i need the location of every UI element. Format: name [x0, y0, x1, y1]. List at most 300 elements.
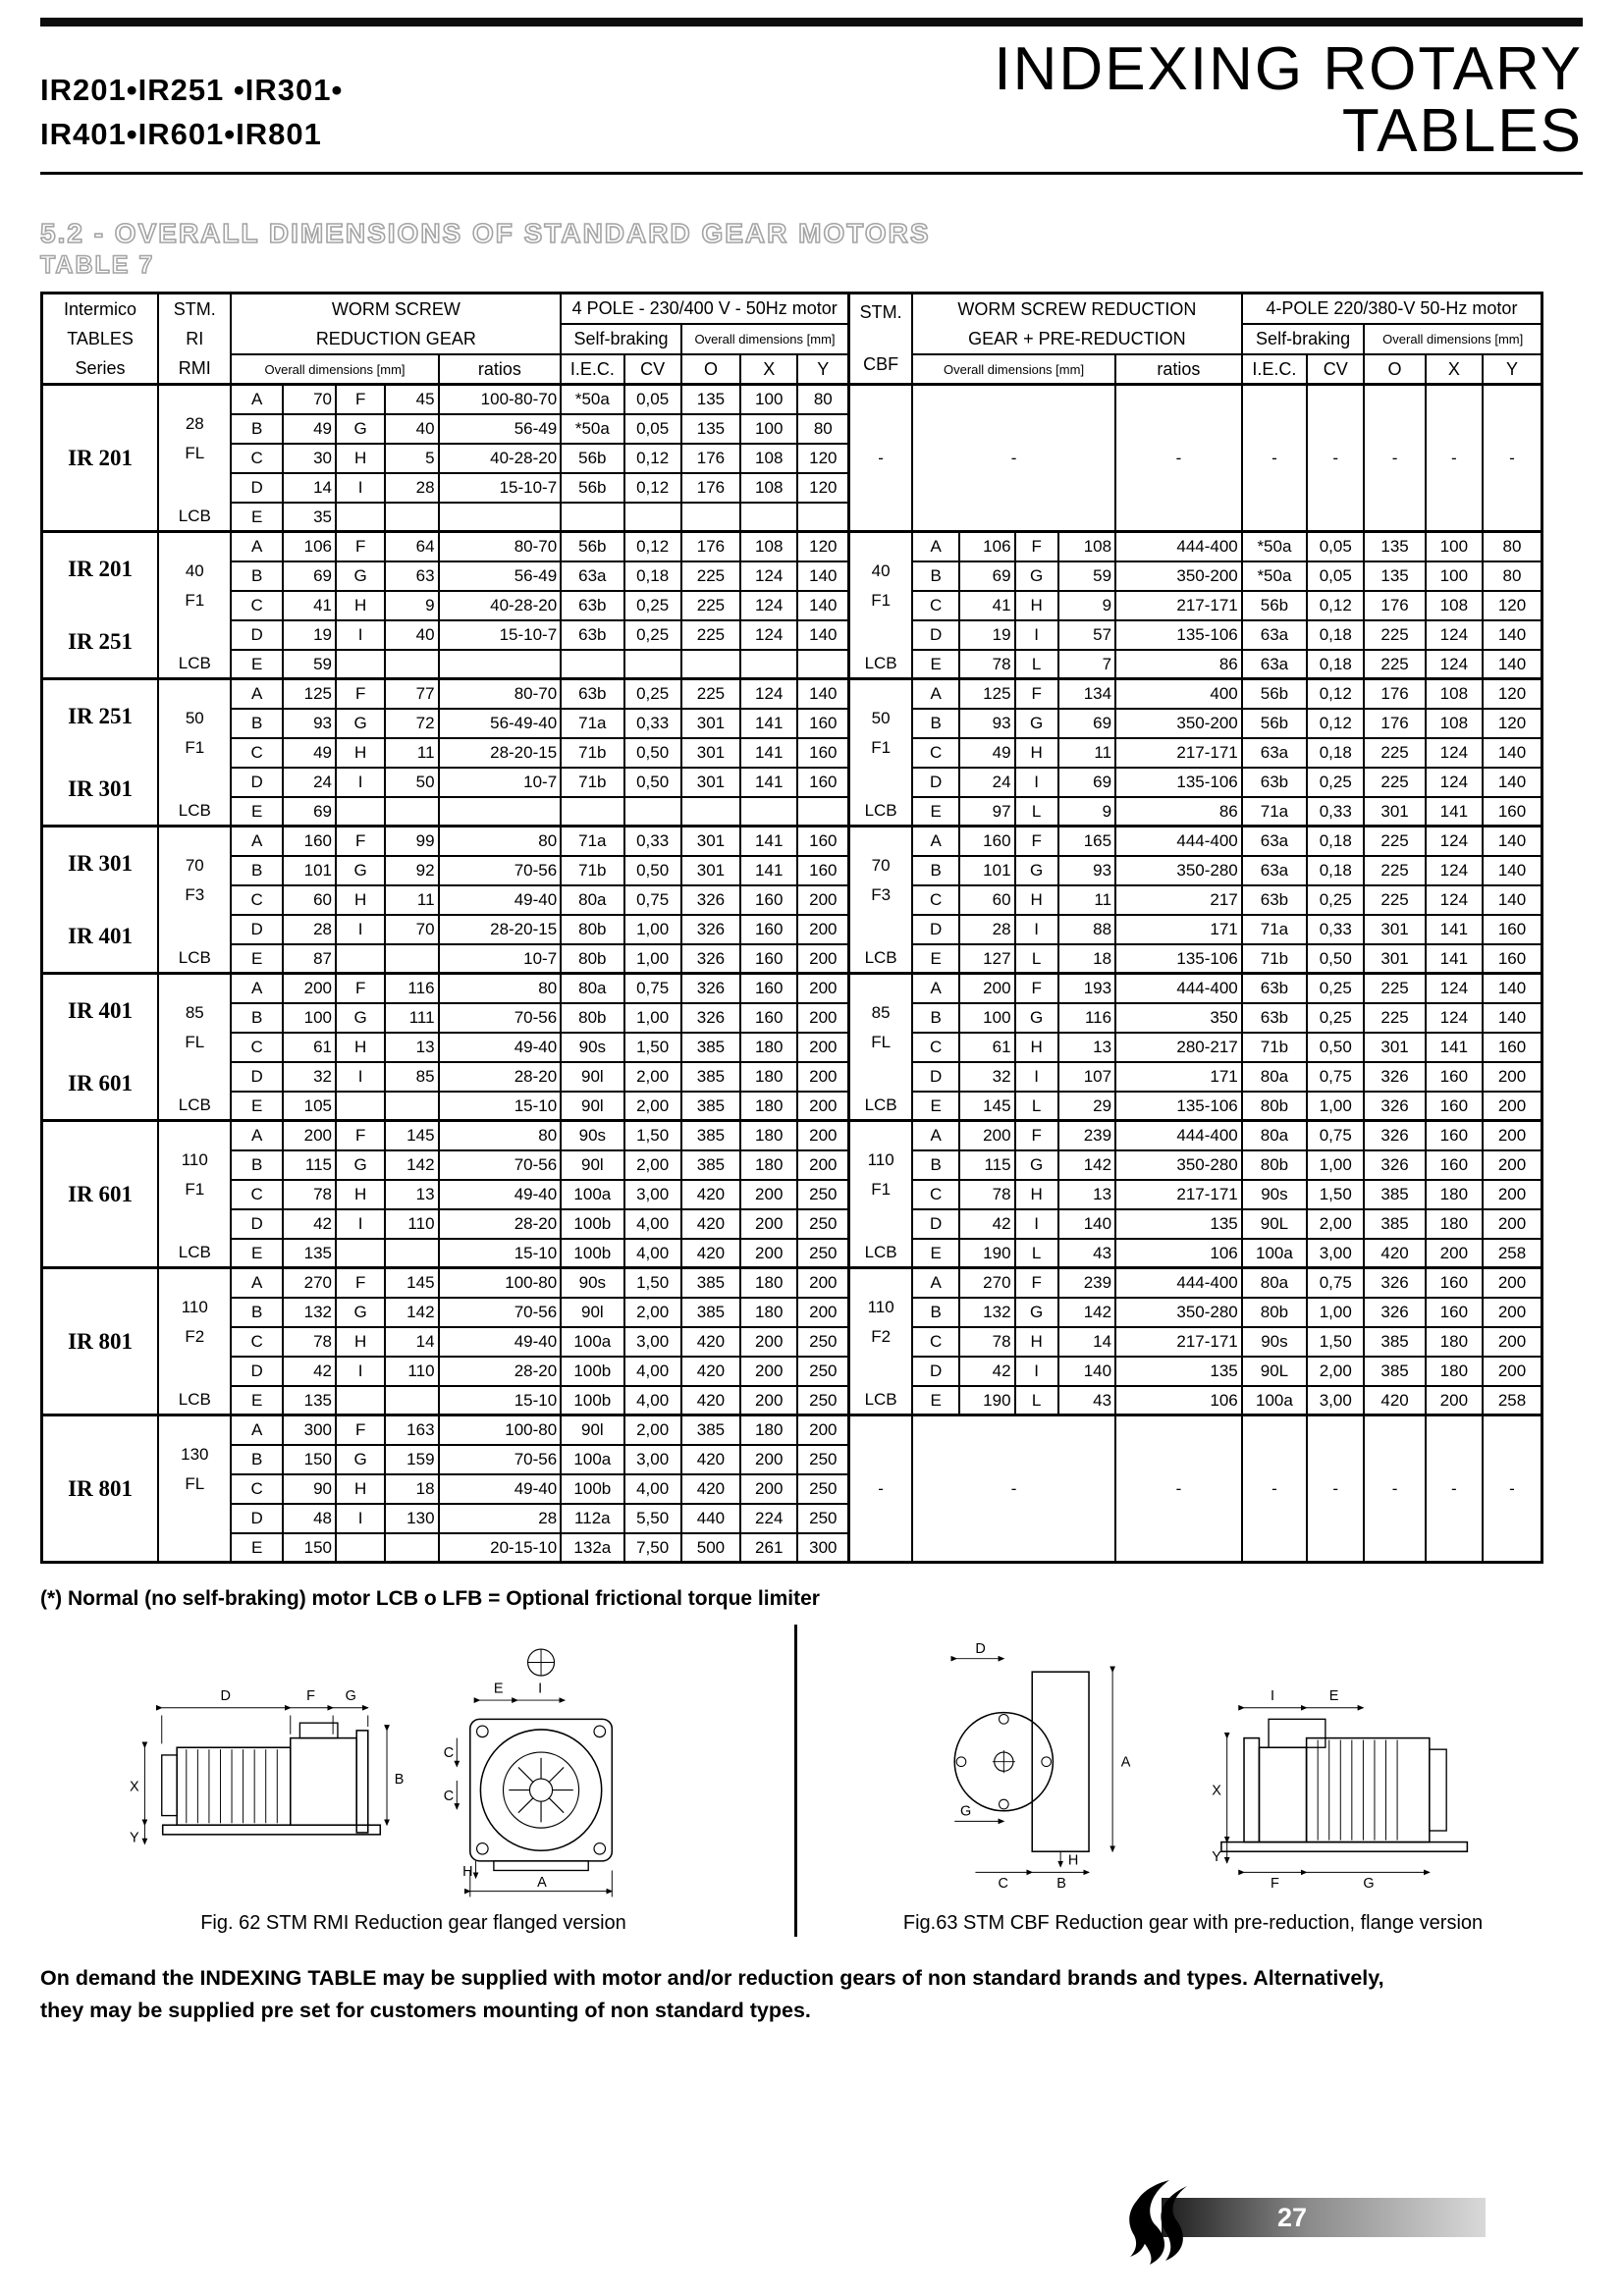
table-cell: 90L: [1242, 1209, 1307, 1239]
table-cell: 160: [797, 856, 848, 885]
header-cbf-l1: STM.: [859, 302, 902, 323]
table-cell: 7,50: [624, 1533, 681, 1563]
table-cell: 135-106: [1115, 1092, 1242, 1121]
table-cell: 32: [283, 1062, 336, 1092]
table-cell: E: [231, 797, 282, 827]
table-cell: 180: [740, 1298, 797, 1327]
table-cell: 56b: [561, 444, 623, 473]
table-cell: [797, 650, 848, 679]
table-cell: 140: [797, 561, 848, 591]
fig63-dim-label: E: [1328, 1688, 1339, 1705]
table-cell: 0,12: [624, 473, 681, 503]
series-name: IR 301: [68, 775, 133, 801]
table-cell: B: [231, 561, 282, 591]
worm-screw-l1: WORM SCREW: [331, 298, 460, 319]
cbf-cell-line: 70: [871, 856, 891, 876]
table-cell: 115: [283, 1150, 336, 1180]
series-labels: [43, 533, 157, 677]
table-cell: 385: [681, 1150, 740, 1180]
table-cell: 180: [740, 1092, 797, 1121]
table-cell: 28: [959, 915, 1014, 944]
fig62-dim-label: H: [462, 1864, 473, 1881]
table-cell: 69: [283, 561, 336, 591]
table-cell: F: [336, 532, 385, 561]
table-cell: 106: [1115, 1386, 1242, 1415]
table-cell: 120: [797, 473, 848, 503]
table-cell: 135-106: [1115, 620, 1242, 650]
table-cell: 42: [959, 1357, 1014, 1386]
table-cell: 10-7: [439, 944, 562, 974]
table-cell: 100b: [561, 1386, 623, 1415]
table-cell: B: [231, 1445, 282, 1474]
table-cell: 142: [385, 1298, 438, 1327]
table-cell: 225: [1364, 827, 1425, 856]
table-cell: 326: [1364, 1062, 1425, 1092]
series-labels: [43, 1122, 157, 1266]
dash-cell: -: [1307, 385, 1364, 532]
table-cell: 120: [1483, 591, 1542, 620]
rmi-cell-line: 70: [185, 856, 204, 876]
table-cell: H: [336, 1033, 385, 1062]
table-row: [42, 1150, 1542, 1180]
footnote: (*) Normal (no self-braking) motor LCB o LFB = Optional frictional torque limiter: [40, 1587, 820, 1611]
table-cell: 385: [1364, 1180, 1425, 1209]
table-cell: 250: [797, 1327, 848, 1357]
table-cell: 63: [385, 561, 438, 591]
table-cell: H: [336, 738, 385, 768]
table-row: [42, 709, 1542, 738]
table-cell: 160: [740, 974, 797, 1003]
table-cell: 200: [740, 1180, 797, 1209]
table-cell: 63b: [1242, 1003, 1307, 1033]
table-cell: 180: [1426, 1180, 1483, 1209]
fig62-drawing: [40, 1625, 786, 1908]
table-cell: C: [231, 738, 282, 768]
table-cell: E: [912, 1239, 959, 1268]
table-cell: 124: [1426, 974, 1483, 1003]
header-rmi-l1: STM.: [173, 298, 216, 319]
table-cell: G: [336, 1003, 385, 1033]
table-cell: 90l: [561, 1062, 623, 1092]
table-cell: 225: [681, 679, 740, 709]
table-cell: 326: [681, 944, 740, 974]
dash-cell: -: [1483, 385, 1542, 532]
o-header-right: O: [1364, 354, 1425, 385]
table-cell: D: [231, 1209, 282, 1239]
table-cell: 225: [681, 591, 740, 620]
table-cell: 200: [1483, 1180, 1542, 1209]
table-cell: 0,75: [624, 974, 681, 1003]
rmi-cell-lcb-label: LCB: [178, 948, 211, 968]
table-cell: 250: [797, 1386, 848, 1415]
worm-reduction-l2: GEAR + PRE-REDUCTION: [968, 328, 1186, 348]
table-cell: 90L: [1242, 1357, 1307, 1386]
table-cell: 80b: [561, 915, 623, 944]
table-cell: A: [231, 385, 282, 414]
table-cell: 56b: [1242, 591, 1307, 620]
table-cell: 59: [283, 650, 336, 679]
table-cell: 41: [959, 591, 1014, 620]
table-row: [42, 561, 1542, 591]
table-cell: 99: [385, 827, 438, 856]
fig63-box: [805, 1625, 1581, 1937]
header-row-3: [42, 354, 1542, 385]
table-cell: E: [912, 1386, 959, 1415]
table-cell: 60: [283, 885, 336, 915]
table-cell: 180: [740, 1121, 797, 1150]
table-cell: 301: [1364, 915, 1425, 944]
table-cell: 2,00: [1307, 1357, 1364, 1386]
table-row: [42, 1357, 1542, 1386]
table-cell: 108: [740, 473, 797, 503]
table-cell: 420: [681, 1327, 740, 1357]
table-cell: 0,18: [624, 561, 681, 591]
table-cell: 150: [283, 1533, 336, 1563]
table-cell: 1,00: [1307, 1150, 1364, 1180]
table-cell: 78: [283, 1180, 336, 1209]
table-cell: B: [912, 1150, 959, 1180]
table-cell: 106: [283, 532, 336, 561]
table-cell: 160: [797, 768, 848, 797]
dash-cell: -: [1426, 385, 1483, 532]
bottom-paragraph-line-2: they may be supplied pre set for customers mounting of non standard types.: [40, 1998, 811, 2022]
table-cell: I: [1015, 915, 1058, 944]
table-cell: 13: [1058, 1180, 1115, 1209]
table-cell: 141: [740, 768, 797, 797]
table-cell: 124: [740, 591, 797, 620]
rmi-cell-line: F1: [185, 738, 205, 758]
table-cell: 160: [283, 827, 336, 856]
table-cell: B: [912, 856, 959, 885]
table-cell: 100-80: [439, 1415, 562, 1445]
table-cell: 180: [1426, 1327, 1483, 1357]
table-cell: 420: [681, 1180, 740, 1209]
table-cell: 13: [385, 1180, 438, 1209]
table-cell: F: [336, 1415, 385, 1445]
table-cell: 13: [385, 1033, 438, 1062]
series-name: IR 601: [68, 1181, 133, 1206]
rmi-cell-lcb-label: LCB: [178, 1390, 211, 1410]
series-name: IR 801: [68, 1475, 133, 1501]
series-labels: [43, 1269, 157, 1414]
fig63-dim-label: A: [1120, 1754, 1131, 1771]
table-cell: [740, 503, 797, 532]
table-row: [42, 827, 1542, 856]
table-cell: 180: [740, 1062, 797, 1092]
x-header-right: X: [1426, 354, 1483, 385]
table-cell: 124: [1426, 738, 1483, 768]
table-cell: 127: [959, 944, 1014, 974]
table-cell: G: [336, 1445, 385, 1474]
table-cell: 15-10: [439, 1386, 562, 1415]
table-cell: 124: [1426, 827, 1483, 856]
table-cell: 80b: [1242, 1298, 1307, 1327]
table-cell: 49-40: [439, 1180, 562, 1209]
table-cell: 326: [681, 974, 740, 1003]
series-name: IR 801: [68, 1328, 133, 1354]
table-cell: 135-106: [1115, 944, 1242, 974]
table-cell: 140: [1483, 974, 1542, 1003]
rmi-cell-line: 110: [181, 1150, 208, 1170]
table-cell: 42: [959, 1209, 1014, 1239]
table-cell: [561, 797, 623, 827]
table-cell: 42: [283, 1357, 336, 1386]
table-cell: 160: [797, 709, 848, 738]
table-cell: 100a: [561, 1327, 623, 1357]
dimensions-table: [40, 292, 1543, 1564]
table-cell: A: [912, 974, 959, 1003]
table-cell: 141: [740, 827, 797, 856]
table-cell: 180: [1426, 1209, 1483, 1239]
table-cell: 225: [1364, 974, 1425, 1003]
table-cell: F: [336, 1121, 385, 1150]
iec-header-right: I.E.C.: [1242, 354, 1307, 385]
bottom-paragraph-line-1: On demand the INDEXING TABLE may be supplied with motor and/or reduction gears of non standard brands and types. Alternatively,: [40, 1966, 1384, 1991]
table-cell: 28: [283, 915, 336, 944]
header-row-1: [42, 294, 1542, 324]
table-cell: [624, 503, 681, 532]
table-cell: 350-280: [1115, 1298, 1242, 1327]
table-cell: 200: [1483, 1268, 1542, 1298]
header-rmi-l3: RMI: [178, 357, 211, 378]
masthead: [40, 35, 1583, 166]
table-cell: 200: [1483, 1092, 1542, 1121]
table-cell: I: [336, 1209, 385, 1239]
table-cell: 49-40: [439, 1327, 562, 1357]
table-cell: 45: [385, 385, 438, 414]
table-cell: 163: [385, 1415, 438, 1445]
table-cell: 4,00: [624, 1209, 681, 1239]
table-cell: [439, 650, 562, 679]
table-cell: C: [231, 885, 282, 915]
table-cell: 160: [1483, 797, 1542, 827]
table-cell: 100b: [561, 1239, 623, 1268]
fig62-dim-label: A: [537, 1875, 547, 1892]
table-cell: A: [912, 827, 959, 856]
table-cell: 11: [385, 885, 438, 915]
table-cell: 87: [283, 944, 336, 974]
table-cell: 180: [740, 1415, 797, 1445]
table-cell: E: [231, 944, 282, 974]
table-cell: 3,00: [1307, 1239, 1364, 1268]
table-cell: 0,18: [1307, 620, 1364, 650]
table-cell: 200: [959, 1121, 1014, 1150]
table-cell: 14: [1058, 1327, 1115, 1357]
table-cell: 28-20: [439, 1357, 562, 1386]
table-cell: 56b: [1242, 679, 1307, 709]
table-cell: 420: [681, 1386, 740, 1415]
table-cell: 140: [1483, 738, 1542, 768]
header-cbf: [849, 294, 912, 385]
table-cell: 92: [385, 856, 438, 885]
table-cell: 100b: [561, 1209, 623, 1239]
cbf-cell: [849, 679, 912, 827]
table-cell: H: [336, 885, 385, 915]
table-cell: F: [336, 385, 385, 414]
cbf-cell-line: 40: [871, 561, 891, 581]
table-cell: I: [336, 1357, 385, 1386]
cbf-cell-line: FL: [871, 1033, 892, 1052]
table-cell: A: [231, 1121, 282, 1150]
header-motor-group-right: 4-POLE 220/380-V 50-Hz motor: [1242, 294, 1542, 324]
table-cell: 78: [959, 1180, 1014, 1209]
table-cell: 110: [385, 1357, 438, 1386]
dash-cell: -: [912, 385, 1115, 532]
table-cell: 50: [385, 768, 438, 797]
table-row: [42, 591, 1542, 620]
table-cell: 159: [385, 1445, 438, 1474]
table-cell: 200: [1483, 1327, 1542, 1357]
figures-row: [40, 1625, 1583, 1937]
table-cell: 108: [740, 532, 797, 561]
table-row: [42, 1268, 1542, 1298]
table-cell: 200: [797, 944, 848, 974]
table-cell: 180: [740, 1033, 797, 1062]
table-cell: 56-49-40: [439, 709, 562, 738]
dash-cell: -: [912, 1415, 1115, 1563]
table-cell: 141: [1426, 797, 1483, 827]
table-cell: 225: [1364, 738, 1425, 768]
table-cell: 3,00: [1307, 1386, 1364, 1415]
table-cell: 80: [797, 414, 848, 444]
table-cell: 2,00: [624, 1062, 681, 1092]
table-cell: 124: [740, 620, 797, 650]
table-cell: 140: [1483, 1003, 1542, 1033]
table-cell: I: [336, 620, 385, 650]
table-cell: 200: [797, 1268, 848, 1298]
table-cell: 3,00: [624, 1327, 681, 1357]
dash-cell: -: [849, 385, 912, 532]
table-cell: 41: [283, 591, 336, 620]
table-cell: 217-171: [1115, 738, 1242, 768]
table-cell: 80a: [1242, 1268, 1307, 1298]
table-cell: 132: [959, 1298, 1014, 1327]
table-cell: [336, 1239, 385, 1268]
table-cell: 56-49: [439, 561, 562, 591]
table-cell: 225: [1364, 768, 1425, 797]
table-cell: *50a: [1242, 532, 1307, 561]
table-cell: 71b: [561, 738, 623, 768]
table-cell: B: [912, 709, 959, 738]
table-cell: 90s: [1242, 1180, 1307, 1209]
table-cell: 40: [385, 414, 438, 444]
table-cell: 141: [740, 738, 797, 768]
section-heading: 5.2 - OVERALL DIMENSIONS OF STANDARD GEAR MOTORS: [40, 218, 931, 249]
x-header-left: X: [740, 354, 797, 385]
table-cell: F: [1015, 1268, 1058, 1298]
table-cell: 217: [1115, 885, 1242, 915]
table-cell: 69: [1058, 768, 1115, 797]
table-cell: 116: [1058, 1003, 1115, 1033]
table-cell: 107: [1058, 1062, 1115, 1092]
cbf-cell-label: [850, 1293, 911, 1352]
self-braking-right: Self-braking: [1242, 324, 1365, 354]
table-cell: 120: [797, 444, 848, 473]
overall-dims-right: Overall dimensions [mm]: [912, 354, 1115, 385]
header-worm-reduction-group: [912, 294, 1242, 354]
table-cell: 250: [797, 1357, 848, 1386]
fig62-box: [40, 1625, 786, 1937]
table-cell: 140: [797, 620, 848, 650]
table-cell: 200: [740, 1357, 797, 1386]
table-cell: 225: [1364, 1003, 1425, 1033]
table-cell: H: [336, 1327, 385, 1357]
table-cell: 90l: [561, 1415, 623, 1445]
table-cell: 270: [283, 1268, 336, 1298]
fig62-dim-label: C: [443, 1789, 455, 1805]
table-cell: 135: [681, 414, 740, 444]
header-series-l2: TABLES: [67, 328, 134, 348]
table-cell: 250: [797, 1239, 848, 1268]
cbf-cell: [849, 532, 912, 679]
table-cell: 93: [959, 709, 1014, 738]
table-cell: [385, 650, 438, 679]
table-cell: 19: [283, 620, 336, 650]
table-cell: [624, 797, 681, 827]
table-cell: 15-10: [439, 1092, 562, 1121]
table-cell: 140: [1483, 827, 1542, 856]
table-row: [42, 1327, 1542, 1357]
cbf-cell-line: 85: [871, 1003, 891, 1023]
table-cell: 71a: [561, 827, 623, 856]
table-cell: 150: [283, 1445, 336, 1474]
table-cell: 301: [681, 709, 740, 738]
table-cell: [385, 1386, 438, 1415]
table-cell: 0,75: [1307, 1121, 1364, 1150]
table-cell: 24: [959, 768, 1014, 797]
table-cell: 63a: [1242, 738, 1307, 768]
table-cell: 326: [1364, 1298, 1425, 1327]
dash-cell: -: [1307, 1415, 1364, 1563]
table-cell: 142: [1058, 1150, 1115, 1180]
table-cell: [740, 797, 797, 827]
table-cell: 15-10-7: [439, 473, 562, 503]
rmi-cell-line: FL: [185, 1033, 205, 1052]
table-cell: 78: [959, 650, 1014, 679]
cbf-cell-line: F1: [871, 591, 892, 611]
table-cell: G: [1015, 856, 1058, 885]
cbf-cell-line: 110: [867, 1298, 894, 1317]
table-cell: D: [231, 915, 282, 944]
table-cell: 29: [1058, 1092, 1115, 1121]
table-cell: 1,50: [1307, 1180, 1364, 1209]
rmi-cell: [158, 827, 231, 974]
table-cell: 63b: [561, 591, 623, 620]
table-cell: 56b: [1242, 709, 1307, 738]
fig63-dim-label: C: [998, 1876, 1008, 1893]
table-cell: 239: [1058, 1268, 1115, 1298]
table-row: [42, 650, 1542, 679]
rmi-cell-label: [159, 1146, 230, 1204]
table-cell: I: [1015, 1209, 1058, 1239]
table-cell: H: [1015, 1327, 1058, 1357]
cbf-cell-lcb-label: LCB: [864, 801, 897, 821]
table-cell: 70-56: [439, 1150, 562, 1180]
table-cell: [336, 1386, 385, 1415]
table-cell: 258: [1483, 1386, 1542, 1415]
table-cell: 140: [1483, 650, 1542, 679]
series-cell: [42, 1121, 159, 1268]
table-row: [42, 1121, 1542, 1150]
table-cell: 135: [1364, 561, 1425, 591]
table-cell: A: [912, 1268, 959, 1298]
table-row: [42, 1386, 1542, 1415]
cbf-cell-lcb-label: LCB: [864, 654, 897, 673]
table-cell: 63b: [1242, 885, 1307, 915]
table-cell: 49: [959, 738, 1014, 768]
table-cell: 385: [681, 1121, 740, 1150]
cbf-cell-label: [850, 998, 911, 1057]
